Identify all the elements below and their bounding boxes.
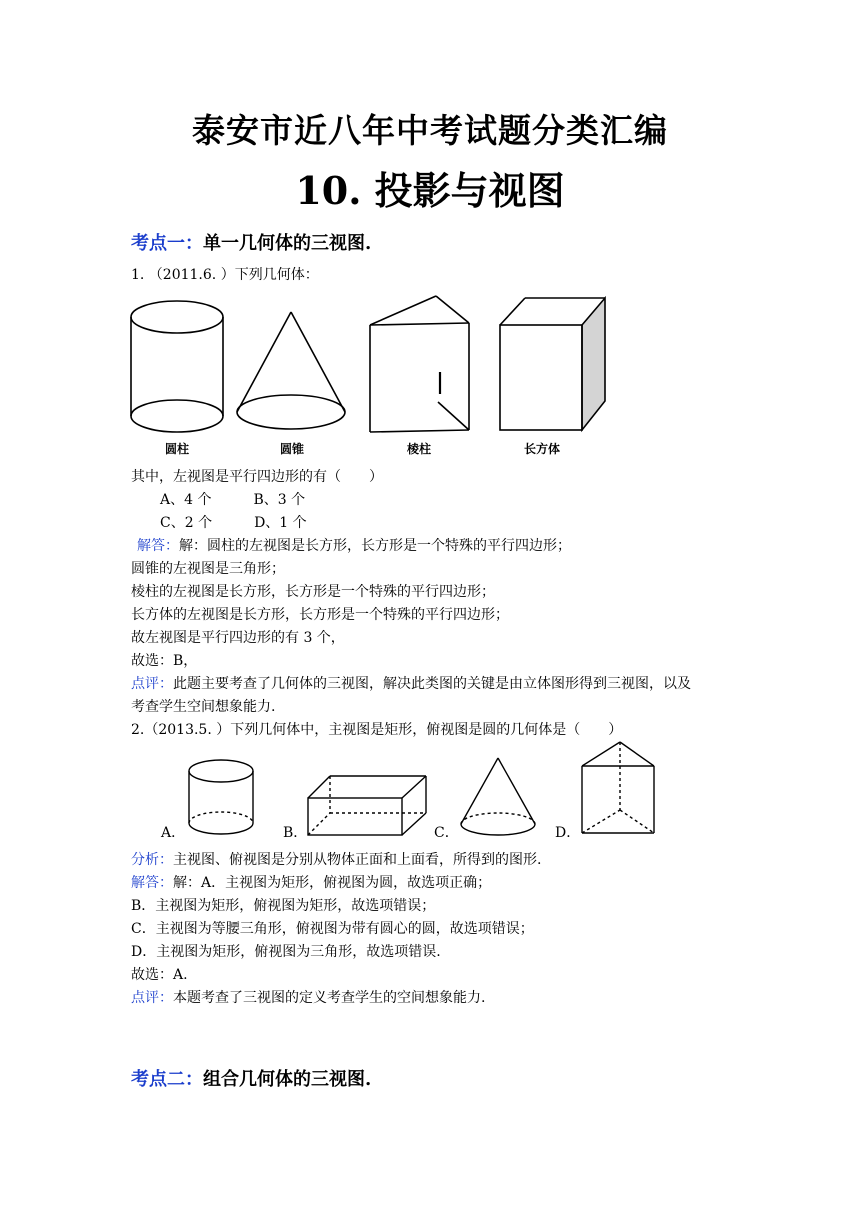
answer-text: 解：圆柱的左视图是长方形，长方形是一个特殊的平行四边形； (179, 538, 571, 554)
answer-line (131, 874, 491, 892)
answer-text: 长方体的左视图是长方形，长方形是一个特殊的平行四边形； (131, 607, 509, 623)
comment-line (131, 675, 691, 693)
question-2-stem: 2.（2013.5. ）下列几何体中，主视图是矩形，俯视图是圆的几何体是（ ） (131, 722, 623, 738)
comment-text: 考查学生空间想象能力. (131, 699, 276, 715)
answer-text: 故左视图是平行四边形的有 3 个， (131, 630, 345, 646)
answer-text: 解：A．主视图为矩形，俯视图为圆，故选项正确； (173, 875, 492, 891)
answer-text: 棱柱的左视图是长方形，长方形是一个特殊的平行四边形； (131, 584, 495, 600)
option-a-label: A． (161, 825, 186, 841)
section-heading-2 (131, 1065, 371, 1091)
cuboid-shape (500, 298, 605, 430)
answer-text: C．主视图为等腰三角形，俯视图为带有圆心的圆，故选项错误； (131, 921, 534, 937)
answer-text: 故选：B， (131, 653, 198, 669)
analysis-text: 主视图、俯视图是分别从物体正面和上面看，所得到的图形. (173, 852, 542, 868)
document-title: 泰安市近八年中考试题分类汇编 (192, 111, 668, 150)
cone-shape (237, 312, 345, 429)
analysis-label: 分析： (131, 852, 173, 868)
prism-shape (370, 296, 469, 432)
chapter-title: 10. 投影与视图 (295, 168, 565, 213)
comment-label: 点评： (131, 676, 173, 692)
answer-text: D．主视图为矩形，俯视图为三角形，故选项错误. (131, 944, 441, 960)
section-label: 考点二 (131, 1069, 185, 1090)
section-label: 考点一 (131, 233, 185, 254)
caption-cone: 圆锥 (280, 442, 305, 456)
option-b-label: B． (283, 825, 308, 841)
section-colon: ： (185, 1069, 203, 1090)
caption-cylinder: 圆柱 (165, 442, 190, 456)
section-colon: ： (185, 233, 203, 254)
comment-line (131, 989, 485, 1007)
section-text: 单一几何体的三视图. (203, 233, 372, 254)
answer-text: 故选：A. (131, 967, 188, 983)
comment-text: 本题考查了三视图的定义考查学生的空间想象能力. (173, 990, 486, 1006)
question-2-figure (180, 738, 660, 843)
answer-label: 解答： (131, 875, 173, 891)
question-1-options-ab: A、4 个 B、3 个 (160, 492, 306, 508)
caption-cuboid: 长方体 (524, 442, 561, 456)
comment-label: 点评： (131, 990, 173, 1006)
option-c-cone (461, 758, 535, 835)
answer-text: 圆锥的左视图是三角形； (131, 561, 285, 577)
cylinder-shape (131, 301, 223, 432)
option-a-cylinder (189, 760, 253, 834)
analysis-line (131, 851, 541, 869)
option-b-cuboid (308, 776, 426, 835)
section-heading-1 (131, 229, 371, 255)
caption-prism: 棱柱 (407, 442, 432, 456)
question-1-stem: 1. （2011.6. ）下列几何体： (131, 267, 319, 283)
section-text: 组合几何体的三视图. (203, 1069, 372, 1090)
option-c-label: C． (434, 825, 459, 841)
answer-text: B．主视图为矩形，俯视图为矩形，故选项错误； (131, 898, 436, 914)
answer-label: 解答： (137, 538, 179, 554)
question-1-text: 其中，左视图是平行四边形的有（ ） (131, 469, 383, 485)
question-1-figure (125, 290, 615, 465)
comment-text: 此题主要考查了几何体的三视图，解决此类图的关键是由立体图形得到三视图，以及 (173, 676, 691, 692)
answer-line (137, 537, 571, 555)
question-1-options-cd: C、2 个 D、1 个 (160, 515, 307, 531)
option-d-prism (582, 742, 654, 833)
option-d-label: D． (555, 825, 581, 841)
